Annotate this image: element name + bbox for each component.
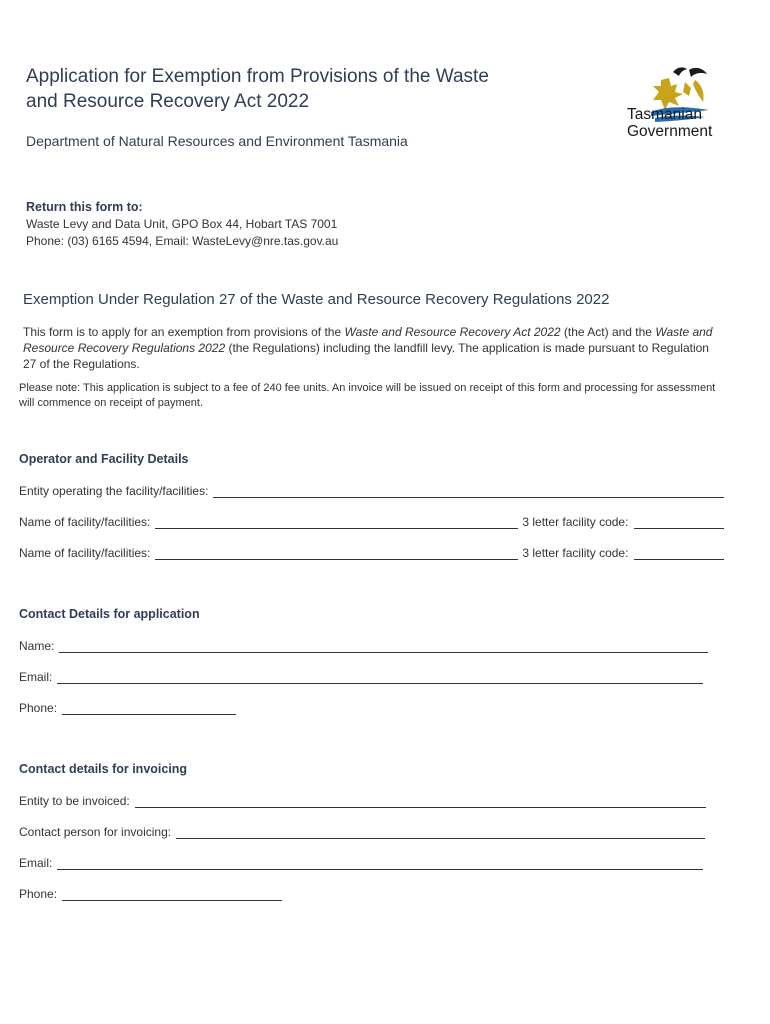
facility-name-label-1: Name of facility/facilities:	[19, 515, 151, 529]
facility-code-label-2: 3 letter facility code:	[522, 546, 629, 560]
department-name: Department of Natural Resources and Environment Tasmania	[26, 133, 408, 149]
facility-code-label-1: 3 letter facility code:	[522, 515, 629, 529]
contact-name-label: Name:	[19, 639, 55, 653]
facility-row-1	[19, 513, 724, 529]
entity-operating-row	[19, 482, 724, 498]
invoicing-section-title: Contact details for invoicing	[19, 762, 188, 776]
invoice-entity-row	[19, 792, 706, 808]
facility-name-field-2[interactable]	[155, 546, 518, 560]
intro-regulations: Waste and Resource Recovery Regulations 2022	[23, 325, 713, 355]
title-line-2: and Resource Recovery Act 2022	[26, 91, 310, 112]
invoice-person-field[interactable]	[176, 825, 705, 839]
contact-phone-row	[19, 699, 236, 715]
intro-paragraph	[23, 324, 713, 372]
entity-operating-field[interactable]	[213, 484, 724, 498]
return-address-block	[26, 199, 338, 250]
intro-act: Waste and Resource Recovery Act 2022	[344, 325, 561, 339]
intro-text-1: This form is to apply for an exemption from provisions of the	[23, 325, 345, 339]
contact-phone-field[interactable]	[62, 701, 236, 715]
invoice-entity-field[interactable]	[135, 794, 706, 808]
return-address: Waste Levy and Data Unit, GPO Box 44, Hobart TAS 7001	[26, 217, 338, 231]
invoice-person-label: Contact person for invoicing:	[19, 825, 172, 839]
contact-name-row	[19, 637, 708, 653]
facility-name-label-2: Name of facility/facilities:	[19, 546, 151, 560]
invoice-entity-label: Entity to be invoiced:	[19, 794, 130, 808]
contact-phone-label: Phone:	[19, 701, 58, 715]
title-line-1: Application for Exemption from Provisions of the Waste	[26, 66, 489, 87]
logo-text-line-1: Tasmanian	[627, 106, 702, 123]
invoice-phone-label: Phone:	[19, 887, 58, 901]
regulation-heading: Exemption Under Regulation 27 of the Waste and Resource Recovery Regulations 2022	[23, 291, 610, 308]
intro-text-3: (the Regulations) including the landfill levy. The application is made pursuant to Regulation 27 of the Regulations.	[23, 341, 709, 371]
contact-section-title: Contact Details for application	[19, 607, 200, 621]
logo-text	[627, 106, 739, 140]
invoice-email-label: Email:	[19, 856, 53, 870]
invoice-person-row	[19, 823, 705, 839]
page-title	[26, 64, 586, 114]
logo-text-line-2: Government	[627, 123, 713, 140]
facility-code-field-2[interactable]	[634, 546, 724, 560]
facility-row-2	[19, 544, 724, 560]
facility-code-field-1[interactable]	[634, 515, 724, 529]
contact-email-label: Email:	[19, 670, 53, 684]
invoice-phone-row	[19, 885, 282, 901]
contact-email-row	[19, 668, 703, 684]
fee-note: Please note: This application is subject to a fee of 240 fee units. An invoice will be issued on receipt of this form and processing for assessment will commence on receipt of payment.	[19, 382, 716, 409]
invoice-email-field[interactable]	[57, 856, 703, 870]
invoice-phone-field[interactable]	[62, 887, 282, 901]
contact-name-field[interactable]	[59, 639, 708, 653]
entity-operating-label: Entity operating the facility/facilities:	[19, 484, 209, 498]
intro-text-2: (the Act) and the	[560, 325, 656, 339]
invoice-email-row	[19, 854, 703, 870]
operator-section-title: Operator and Facility Details	[19, 452, 189, 466]
contact-email-field[interactable]	[57, 670, 703, 684]
facility-name-field-1[interactable]	[155, 515, 518, 529]
return-contact: Phone: (03) 6165 4594, Email: WasteLevy@nre.tas.gov.au	[26, 234, 339, 248]
return-title: Return this form to:	[26, 200, 143, 214]
